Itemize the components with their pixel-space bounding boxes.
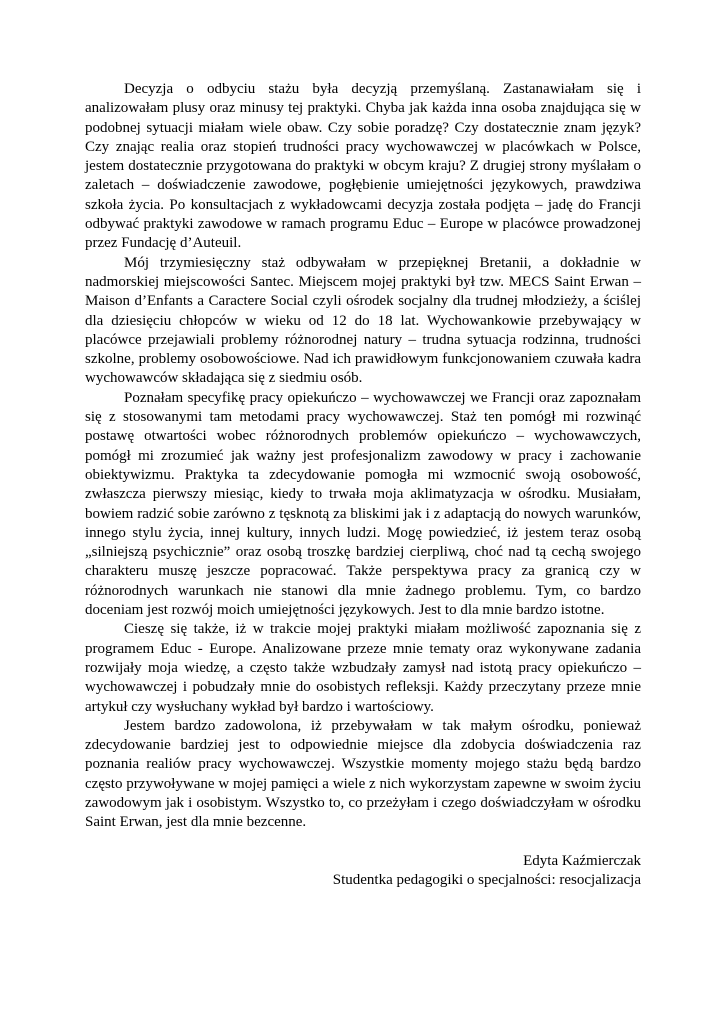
signature-block [85,852,641,891]
paragraph-experience: Poznałam specyfikę pracy opiekuńczo – wychowawczej we Francji oraz zapoznałam się z stosowanymi tam metodami pracy wychowawczej. Staż ten pomógł mi rozwinąć postawę otwartości wobec różnorodnych problemów opiekuńczo – wychowawczych, pomógł mi zrozumieć jak ważny jest profesjonalizm zawodowy w pracy i zachowanie obiektywizmu. Praktyka ta zdecydowanie pomogła mi wzmocnić swoją osobowość, zwłaszcza pierwszy miesiąc, kiedy to trwała moja aklimatyzacja w ośrodku. Musiałam, bowiem radzić sobie zarówno z tęsknotą za bliskimi jak i z adaptacją do nowych warunków, innego stylu życia, innej kultury, innych ludzi. Mogę powiedzieć, iż jestem teraz osobą „silniejszą psychicznie” oraz osobą troszkę bardziej cierpliwą, choć nad tą cechą swojego charakteru muszę jeszcze popracować. Także perspektywa pracy za granicą czy w różnorodnych warunkach nie stanowi dla mnie żadnego problemu. Tym, co bardzo doceniam jest rozwój moich umiejętności językowych. Jest to dla mnie bardzo istotne. [85,389,641,619]
signature-name: Edyta Kaźmierczak [523,852,641,869]
paragraph-decision: Decyzja o odbyciu stażu była decyzją przemyślaną. Zastanawiałam się i analizowałam plusy oraz minusy tej praktyki. Chyba jak każda inna osoba znajdująca się w podobnej sytuacji miałam wiele obaw. Czy sobie poradzę? Czy dostatecznie znam język? Czy znając realia oraz stopień trudności pracy wychowawczej w placówkach w Polsce, jestem dostatecznie przygotowana do praktyki w obcym kraju? Z drugiej strony myślałam o zaletach – doświadczenie zawodowe, pogłębienie umiejętności językowych, prawdziwa szkoła życia. Po konsultacjach z wykładowcami decyzja została podjęta – jadę do Francji odbywać praktyki zawodowe w ramach programu Educ – Europe w placówce prowadzonej przez Fundację d’Auteuil. [85,81,641,252]
signature-title: Studentka pedagogiki o specjalności: resocjalizacja [332,871,641,888]
paragraph-conclusion: Jestem bardzo zadowolona, iż przebywałam w tak małym ośrodku, ponieważ zdecydowanie bardziej jest to odpowiednie miejsce dla zdobycia doświadczenia raz poznania realiów pracy wychowawczej. Wszystkie momenty mojego stażu będą bardzo często przywoływane w mojej pamięci a wiele z nich wykorzystam zapewne w swoim życiu zawodowym jak i osobistym. Wszystko to, co przeżyłam i czego doświadczyłam w ośrodku Saint Erwan, jest dla mnie bezcenne. [85,717,641,831]
paragraph-program: Cieszę się także, iż w trakcie mojej praktyki miałam możliwość zapoznania się z programem Educ - Europe. Analizowane przeze mnie tematy oraz wykonywane zadania rozwijały moja wiedzę, a często także wzbudzały zamysł nad istotą pracy opiekuńczo – wychowawczej i pobudzały mnie do osobistych refleksji. Każdy przeczytany przeze mnie artykuł czy wysłuchany wykład był bardzo i wartościowy. [85,621,641,715]
document-body [85,80,641,890]
paragraph-placement: Mój trzymiesięczny staż odbywałam w przepięknej Bretanii, a dokładnie w nadmorskiej miejscowości Santec. Miejscem mojej praktyki był tzw. MECS Saint Erwan – Maison d’Enfants a Caractere Social czyli ośrodek socjalny dla trudnej młodzieży, a ściślej dla dziesięciu chłopców w wieku od 12 do 18 lat. Wychowankowie przebywający w placówce przejawiali problemy różnorodnej natury – trudna sytuacja rodzinna, trudności szkolne, problemy osobowościowe. Nad ich prawidłowym funkcjonowaniem czuwała kadra wychowawców składająca się z siedmiu osób. [85,254,641,387]
